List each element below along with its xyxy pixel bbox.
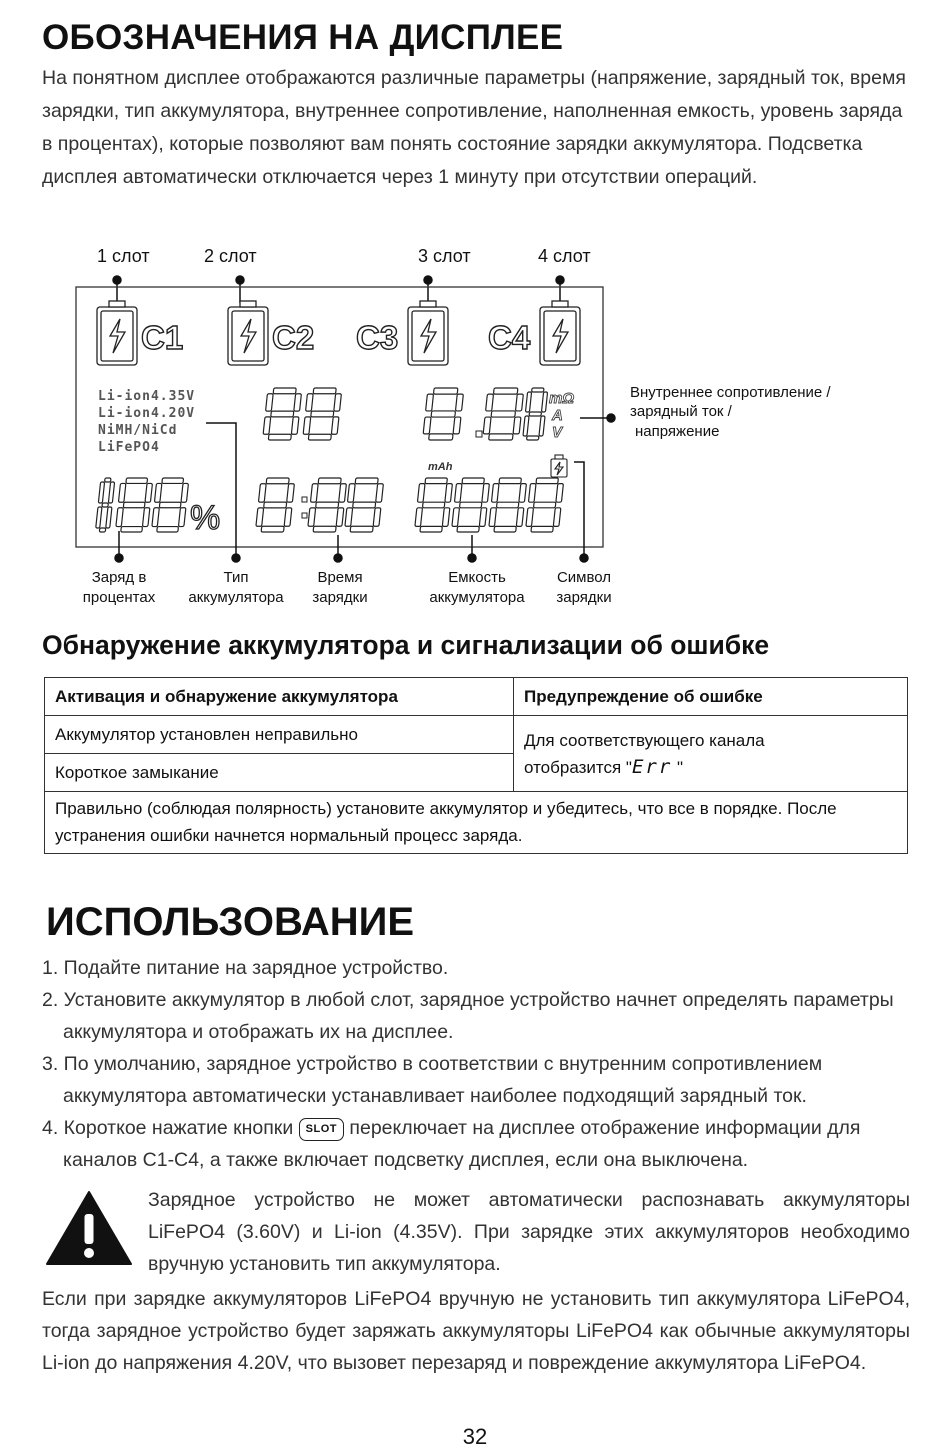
- lcd-display-diagram: [0, 235, 950, 615]
- lcd-digit-capacity-3: [488, 478, 527, 532]
- unit-ampere: A: [552, 407, 563, 424]
- lcd-digit-percent-3: [151, 478, 189, 532]
- callout-charge-symbol-line2: зарядки: [556, 589, 612, 606]
- err-code: Err: [631, 755, 673, 778]
- unit-volt: V: [552, 424, 563, 441]
- slot-label-3: 3 слот: [418, 246, 471, 266]
- warning-paragraph: Зарядное устройство не может автоматически распознавать аккумуляторы LiFePO4 (3.60V) и Li-ion (4.35V). При зарядке этих аккумуляторов необходимо вручную установить тип аккумулятора.: [148, 1189, 910, 1275]
- warning-text-line1: Для соответствующего канала: [524, 730, 765, 750]
- table-header-warning: Предупреждение об ошибке: [514, 678, 908, 716]
- table-cell-short-circuit: Короткое замыкание: [45, 754, 514, 792]
- channel-label-c2: C2: [272, 319, 315, 356]
- warning-text-line2: отобразится ": [524, 757, 632, 777]
- battery-icon-c2: [228, 301, 268, 365]
- battery-type-liion435: Li-ion4.35V: [98, 389, 196, 404]
- battery-type-lifepo4: LiFePO4: [98, 440, 160, 455]
- lcd-digit-upper-5: [523, 388, 548, 440]
- callout-resistance-line2: зарядный ток /: [630, 403, 732, 420]
- lcd-digit-capacity-4: [525, 478, 564, 532]
- callout-type-line2: аккумулятора: [188, 589, 284, 606]
- lcd-digit-upper-4: [483, 388, 524, 440]
- unit-milliohm: mΩ: [549, 390, 575, 407]
- detection-section-title: Обнаружение аккумулятора и сигнализации об ошибке: [42, 630, 770, 660]
- callout-capacity-line1: Емкость: [448, 569, 506, 586]
- callout-percent-line2: процентах: [82, 589, 156, 606]
- channel-label-c4: C4: [488, 319, 531, 356]
- battery-type-nimh: NiMH/NiCd: [98, 423, 178, 438]
- callout-capacity-line2: аккумулятора: [429, 589, 525, 606]
- table-cell-note: Правильно (соблюдая полярность) установите аккумулятор и убедитесь, что все в порядке. После устранения ошибки начнется нормальный процесс заряда.: [45, 792, 908, 854]
- lcd-digit-upper-3: [423, 388, 464, 440]
- lcd-digit-capacity-2: [451, 478, 490, 532]
- usage-list: [42, 952, 912, 1176]
- callout-resistance-line1: Внутреннее сопротивление /: [630, 384, 831, 401]
- usage-section-title: ИСПОЛЬЗОВАНИЕ: [46, 900, 415, 944]
- callout-time-line2: зарядки: [312, 589, 368, 606]
- callout-time-line1: Время: [317, 569, 363, 586]
- callout-resistance-line3: напряжение: [635, 423, 720, 440]
- lcd-digit-percent-2: [115, 478, 153, 532]
- list-item: 2. Установите аккумулятор в любой слот, зарядное устройство начнет определять параметры аккумулятора и отображать их на дисплее.: [42, 989, 894, 1043]
- battery-type-liion420: Li-ion4.20V: [98, 406, 196, 421]
- lcd-digit-upper-2: [303, 388, 342, 440]
- lcd-digit-capacity-1: [414, 478, 453, 532]
- callout-charge-symbol-line1: Символ: [556, 569, 612, 586]
- display-intro-paragraph: На понятном дисплее отображаются различные параметры (напряжение, зарядный ток, время зарядки, тип аккумулятора, внутреннее сопротивление, наполненная емкость, уровень заряда в процентах), которые позволяют вам понять состояние зарядки аккумулятора. Подсветка дисплея автоматически отключается через 1 минуту при отсутствии операций.: [42, 67, 906, 188]
- battery-icon-c3: [408, 301, 448, 365]
- lcd-digit-time-2: [307, 478, 347, 532]
- charging-symbol-icon: [551, 455, 567, 477]
- battery-icon-c1: [97, 301, 137, 365]
- final-paragraph: Если при зарядке аккумуляторов LiFePO4 вручную не установить тип аккумулятора LiFePO4, тогда зарядное устройство будет заряжать аккумуляторы LiFePO4 как обычные аккумуляторы Li-ion до напряжения 4.20V, что вызовет перезаряд и повреждение аккумулятора LiFePO4.: [42, 1288, 910, 1374]
- list-item: 1. Подайте питание на зарядное устройство.: [42, 957, 449, 979]
- callout-type-line1: Тип: [223, 569, 249, 586]
- list-item: [42, 1112, 912, 1176]
- item4-before: 4. Короткое нажатие кнопки: [42, 1117, 294, 1139]
- slot-label-4: 4 слот: [538, 246, 591, 266]
- table-cell-wrong-install: Аккумулятор установлен неправильно: [45, 716, 514, 754]
- slot-label-2: 2 слот: [204, 246, 257, 266]
- display-section-title: ОБОЗНАЧЕНИЯ НА ДИСПЛЕЕ: [42, 18, 564, 57]
- battery-icon-c4: [540, 301, 580, 365]
- warning-text-end: ": [672, 757, 684, 777]
- lcd-digit-time-3: [344, 478, 384, 532]
- lcd-digit-upper-1: [263, 388, 302, 440]
- channel-label-c1: C1: [141, 319, 184, 356]
- table-header-detection: Активация и обнаружение аккумулятора: [45, 678, 514, 716]
- slot-label-1: 1 слот: [97, 246, 150, 266]
- item4-after: переключает на дисплее отображение информации для каналов C1-C4, а также включает подсветку дисплея, если она выключена.: [63, 1117, 861, 1171]
- percent-sign: %: [190, 499, 221, 537]
- callout-percent-line1: Заряд в: [91, 569, 147, 586]
- lcd-digit-percent-1: [95, 478, 115, 532]
- mah-label: mAh: [428, 461, 453, 473]
- table-cell-warning: [514, 716, 908, 792]
- list-item: 3. По умолчанию, зарядное устройство в соответствии с внутренним сопротивлением аккумулятора автоматически устанавливает наиболее подходящий зарядный ток.: [42, 1053, 823, 1107]
- warning-triangle-icon: [45, 1190, 133, 1266]
- page-number: 32: [462, 1424, 488, 1449]
- lcd-digit-time-1: [255, 478, 295, 532]
- slot-button-icon: SLOT: [299, 1118, 344, 1141]
- error-table: [44, 677, 908, 854]
- channel-label-c3: C3: [356, 319, 399, 356]
